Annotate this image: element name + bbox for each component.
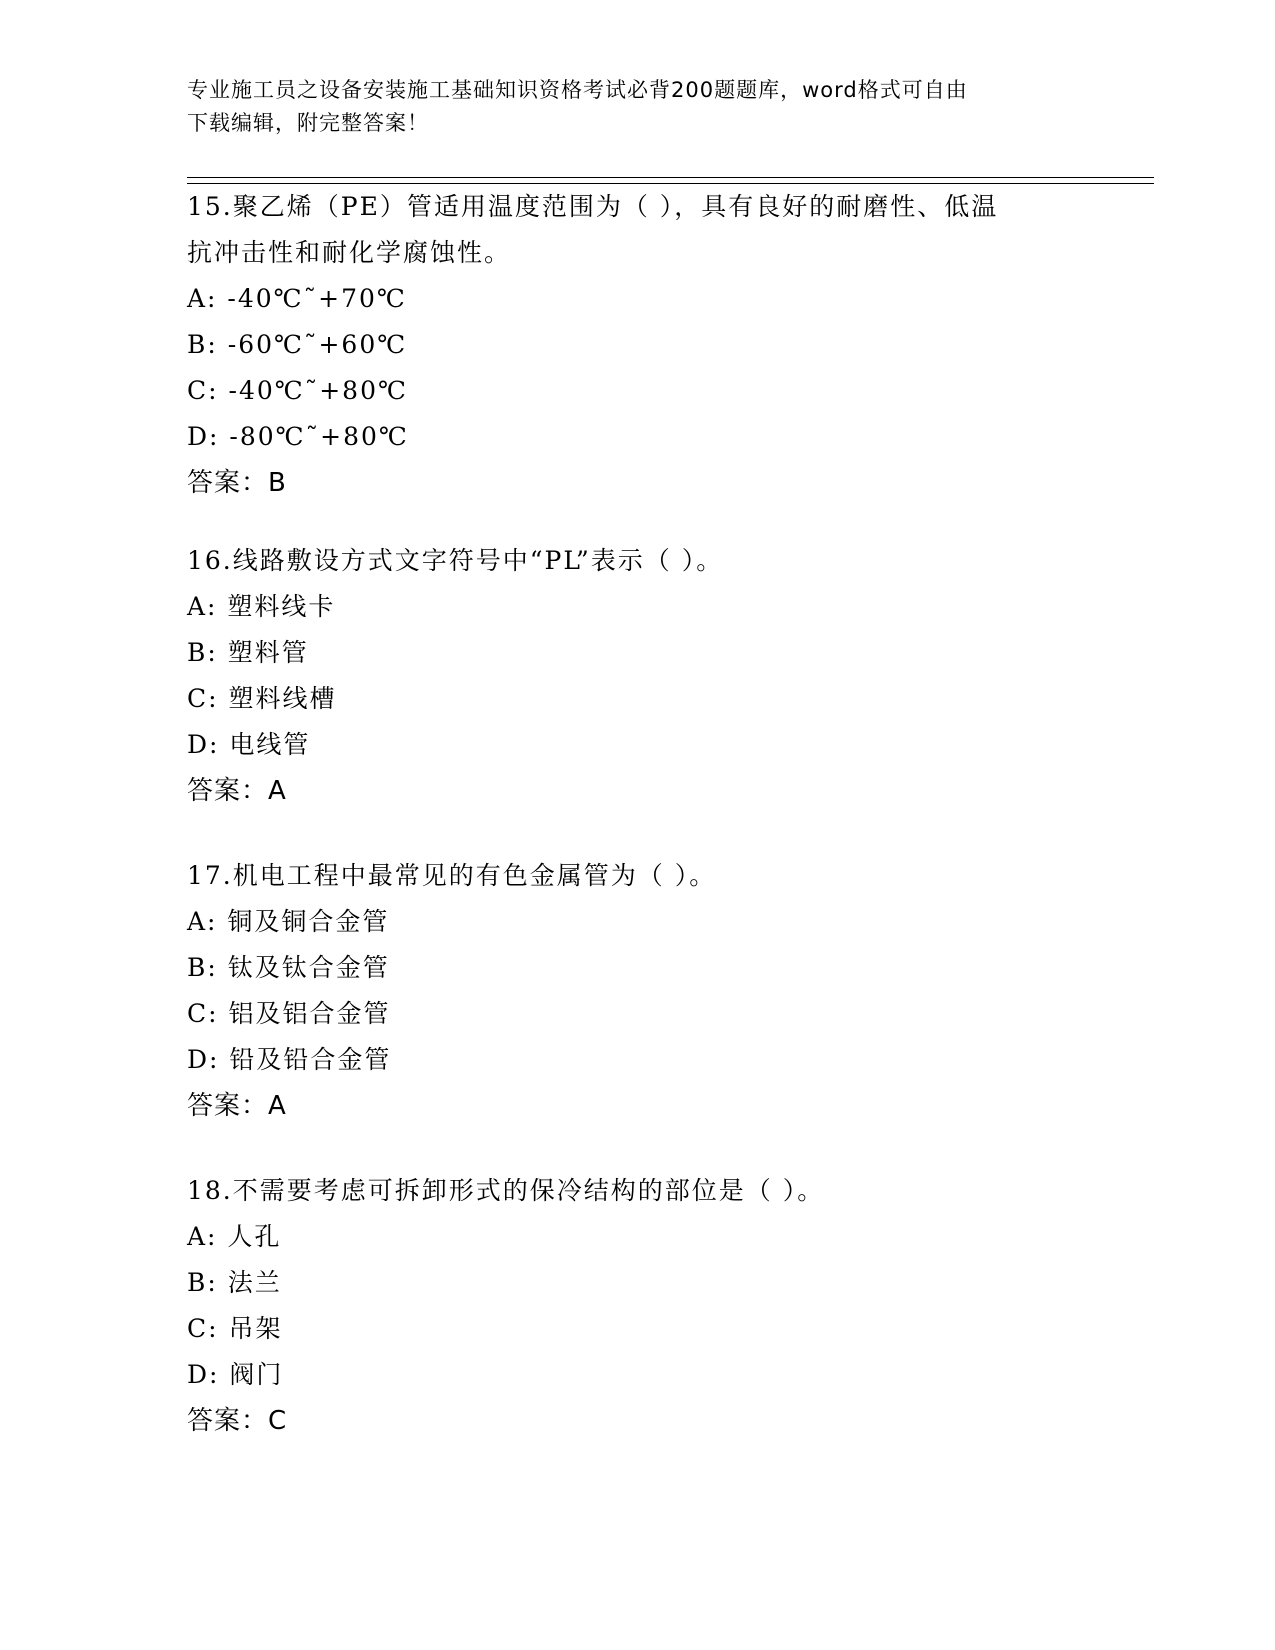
question-stem: 17.机电工程中最常见的有色金属管为（ ）。	[187, 861, 717, 890]
option-c: C: 吊架	[187, 1314, 283, 1343]
option-c: C: 铝及铝合金管	[187, 999, 391, 1028]
option-a: A: -40℃˜+70℃	[187, 284, 407, 313]
option-a: A: 塑料线卡	[187, 592, 336, 621]
answer: 答案：A	[187, 1091, 287, 1121]
question-15	[187, 184, 1087, 506]
option-d: D: 阀门	[187, 1360, 284, 1389]
question-18	[187, 1168, 1087, 1444]
option-b: B: -60℃˜+60℃	[187, 330, 408, 359]
question-stem: 16.线路敷设方式文字符号中“PL”表示（ ）。	[187, 546, 724, 575]
header-line-2: 下载编辑，附完整答案！	[187, 111, 429, 135]
question-stem: 18.不需要考虑可拆卸形式的保冷结构的部位是（ ）。	[187, 1176, 825, 1205]
header-line-1: 专业施工员之设备安装施工基础知识资格考试必背200题题库，word格式可自由	[187, 78, 968, 102]
option-a: A: 铜及铜合金管	[187, 907, 390, 936]
question-stem-continued: 抗冲击性和耐化学腐蚀性。	[187, 238, 512, 267]
option-b: B: 塑料管	[187, 638, 309, 667]
option-c: C: 塑料线槽	[187, 684, 337, 713]
option-d: D: 铅及铅合金管	[187, 1045, 392, 1074]
question-17	[187, 853, 1087, 1129]
option-d: D: -80℃˜+80℃	[187, 422, 409, 451]
question-16	[187, 538, 1087, 814]
answer: 答案：C	[187, 1406, 288, 1436]
option-a: A: 人孔	[187, 1222, 282, 1251]
question-stem: 15.聚乙烯（PE）管适用温度范围为（ ），具有良好的耐磨性、低温	[187, 192, 999, 221]
option-b: B: 法兰	[187, 1268, 282, 1297]
option-b: B: 钛及钛合金管	[187, 953, 390, 982]
option-c: C: -40℃˜+80℃	[187, 376, 408, 405]
document-header	[187, 74, 1087, 140]
option-d: D: 电线管	[187, 730, 311, 759]
header-divider-top	[187, 177, 1154, 178]
answer: 答案：A	[187, 776, 287, 806]
answer: 答案：B	[187, 468, 287, 498]
